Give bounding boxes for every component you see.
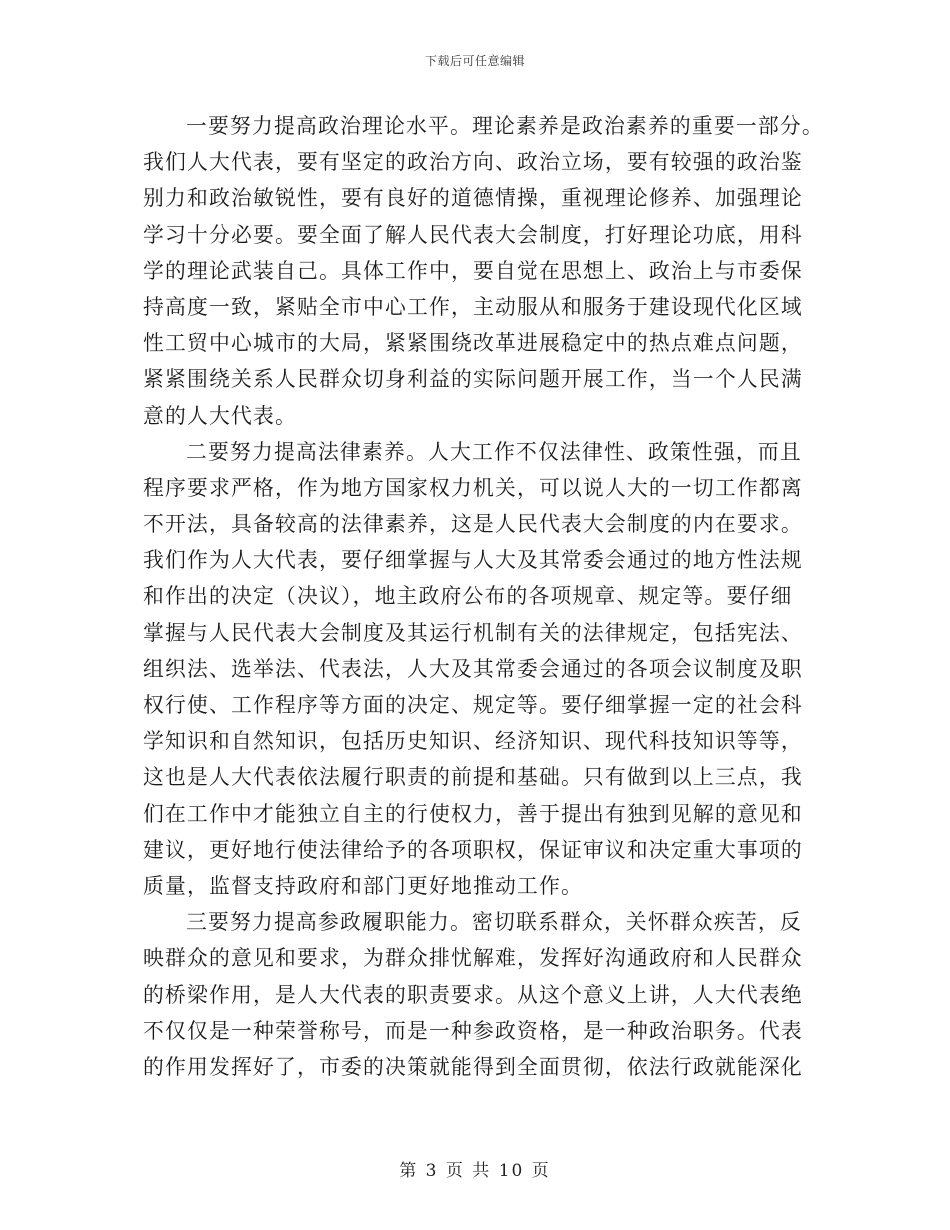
text-line: 不仅仅是一种荣誉称号，而是一种参政资格，是一种政治职务。代表 <box>143 1018 803 1043</box>
text-line: 这也是人大代表依法履行职责的前提和基础。只有做到以上三点，我 <box>143 765 803 790</box>
text-line: 不开法，具备较高的法律素养，这是人民代表大会制度的内在要求。 <box>143 512 803 537</box>
text-line: 映群众的意见和要求，为群众排忧解难，发挥好沟通政府和人民群众 <box>143 946 803 971</box>
text-line: 程序要求严格，作为地方国家权力机关，可以说人大的一切工作都离 <box>143 475 803 500</box>
text-line: 我们作为人大代表，要仔细掌握与人大及其常委会通过的地方性法规 <box>143 548 803 573</box>
text-line: 三要努力提高参政履职能力。密切联系群众，关怀群众疾苦，反 <box>186 910 802 935</box>
text-line: 掌握与人民代表大会制度及其运行机制有关的法律规定，包括宪法、 <box>143 620 803 645</box>
text-line: 的桥梁作用，是人大代表的职责要求。从这个意义上讲，人大代表绝 <box>143 982 803 1007</box>
text-line: 学知识和自然知识，包括历史知识、经济知识、现代科技知识等等， <box>143 729 803 754</box>
text-line: 建议，更好地行使法律给予的各项职权，保证审议和决定重大事项的 <box>143 837 803 862</box>
text-line: 们在工作中才能独立自主的行使权力，善于提出有独到见解的意见和 <box>143 801 803 826</box>
text-line: 性工贸中心城市的大局，紧紧围绕改革进展稳定中的热点难点问题， <box>143 331 803 356</box>
text-line: 组织法、选举法、代表法，人大及其常委会通过的各项会议制度及职 <box>143 656 803 681</box>
text-line: 别力和政治敏锐性，要有良好的道德情操，重视理论修养、加强理论 <box>143 186 803 211</box>
text-line: 的作用发挥好了，市委的决策就能得到全面贯彻，依法行政就能深化 <box>143 1054 803 1079</box>
text-line: 持高度一致，紧贴全市中心工作，主动服从和服务于建设现代化区域 <box>143 294 803 319</box>
document-body <box>143 108 824 1085</box>
text-line: 我们人大代表，要有坚定的政治方向、政治立场，要有较强的政治鉴 <box>143 150 803 175</box>
text-line: 权行使、工作程序等方面的决定、规定等。要仔细掌握一定的社会科 <box>143 693 803 717</box>
text-line: 二要努力提高法律素养。人大工作不仅法律性、政策性强，而且 <box>186 439 802 464</box>
page-footer: 第 3 页 共 10 页 <box>399 1161 551 1181</box>
text-line: 质量，监督支持政府和部门更好地推动工作。 <box>143 873 583 898</box>
text-line: 紧紧围绕关系人民群众切身利益的实际问题开展工作，当一个人民满 <box>143 367 803 392</box>
text-line: 和作出的决定（决议），地主政府公布的各项规章、规定等。要仔细 <box>143 584 793 609</box>
text-line: 意的人大代表。 <box>143 403 297 428</box>
text-line: 学习十分必要。要全面了解人民代表大会制度，打好理论功底，用科 <box>143 222 803 247</box>
page-header: 下载后可任意编辑 <box>424 54 525 68</box>
text-line: 学的理论武装自己。具体工作中，要自觉在思想上、政治上与市委保 <box>143 258 803 283</box>
text-line: 一要努力提高政治理论水平。理论素养是政治素养的重要一部分。 <box>186 114 824 138</box>
